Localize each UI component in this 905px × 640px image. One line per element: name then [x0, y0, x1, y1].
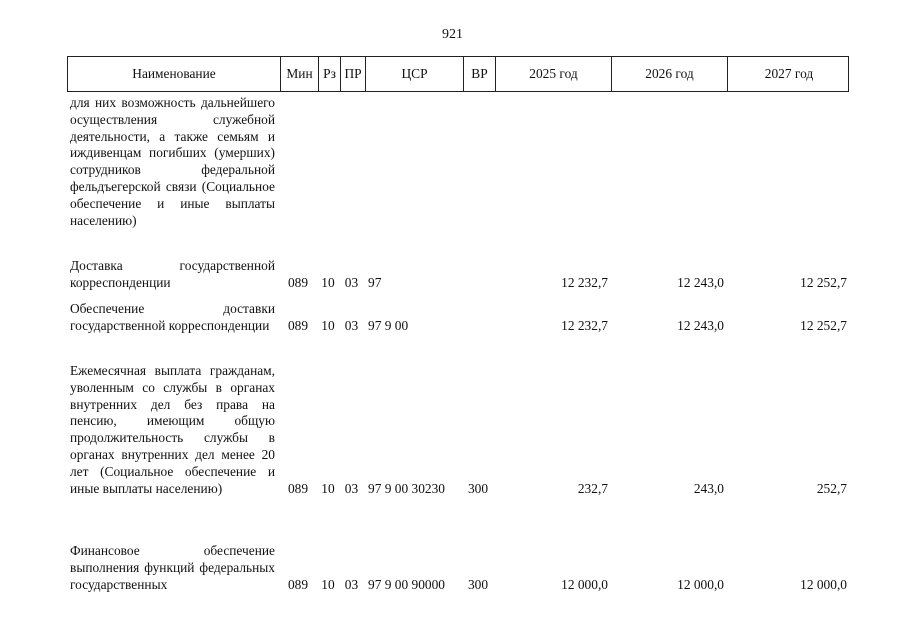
row-pr: 03	[344, 480, 359, 496]
row-name: Финансовое обеспечение выполнения функций федеральных государственных	[70, 543, 275, 592]
row-2027: 252,7	[816, 480, 847, 496]
row-2025: 12 000,0	[561, 576, 608, 592]
table-row	[67, 543, 849, 593]
row-vr: 300	[467, 480, 489, 496]
row-name: Обеспечение доставки государственной корреспонденции	[70, 301, 275, 333]
row-csr: 97	[368, 274, 382, 290]
row-rz: 10	[321, 480, 335, 496]
row-min: 089	[287, 317, 309, 333]
table-row	[67, 301, 849, 335]
row-pr: 03	[344, 317, 359, 333]
header-rz: Рз	[318, 57, 340, 91]
header-2025: 2025 год	[495, 57, 611, 91]
row-min: 089	[287, 576, 309, 592]
header-pr: ПР	[340, 57, 365, 91]
table-header	[67, 56, 849, 92]
row-min: 089	[287, 480, 309, 496]
row-rz: 10	[321, 274, 335, 290]
header-2027: 2027 год	[727, 57, 850, 91]
row-min: 089	[287, 274, 309, 290]
header-vr: ВР	[463, 57, 495, 91]
row-vr: 300	[467, 576, 489, 592]
row-2027: 12 000,0	[800, 576, 847, 592]
row-2027: 12 252,7	[800, 274, 847, 290]
header-2026: 2026 год	[611, 57, 727, 91]
row-2026: 12 000,0	[677, 576, 724, 592]
row-name: Доставка государственной корреспонденции	[70, 258, 275, 290]
row-name: для них возможность дальнейшего осуществления служебной деятельности, а также семьям и иждивенцам погибших (умерших) сотрудников федеральной фельдъегерской связи (Социальное обеспечение и иные выплаты населению)	[70, 95, 275, 228]
header-min: Мин	[280, 57, 318, 91]
row-pr: 03	[344, 576, 359, 592]
row-csr: 97 9 00 90000	[368, 576, 445, 592]
header-csr: ЦСР	[365, 57, 463, 91]
header-name: Наименование	[132, 65, 216, 81]
row-2025: 232,7	[577, 480, 608, 496]
page-number: 921	[442, 27, 463, 42]
row-csr: 97 9 00	[368, 317, 409, 333]
row-name: Ежемесячная выплата гражданам, уволенным со службы в органах внутренних дел без права на пенсию, имеющим общую продолжительность службы в органах внутренних дел менее 20 лет (Социальное обеспечение и иные выплаты населению)	[70, 363, 275, 496]
row-2027: 12 252,7	[800, 317, 847, 333]
row-csr: 97 9 00 30230	[368, 480, 445, 496]
row-pr: 03	[344, 274, 359, 290]
row-2026: 243,0	[693, 480, 724, 496]
row-2025: 12 232,7	[561, 317, 608, 333]
row-2025: 12 232,7	[561, 274, 608, 290]
row-2026: 12 243,0	[677, 317, 724, 333]
table-row	[67, 95, 849, 229]
table-row	[67, 363, 849, 497]
row-rz: 10	[321, 317, 335, 333]
row-rz: 10	[321, 576, 335, 592]
row-2026: 12 243,0	[677, 274, 724, 290]
table-row	[67, 258, 849, 292]
